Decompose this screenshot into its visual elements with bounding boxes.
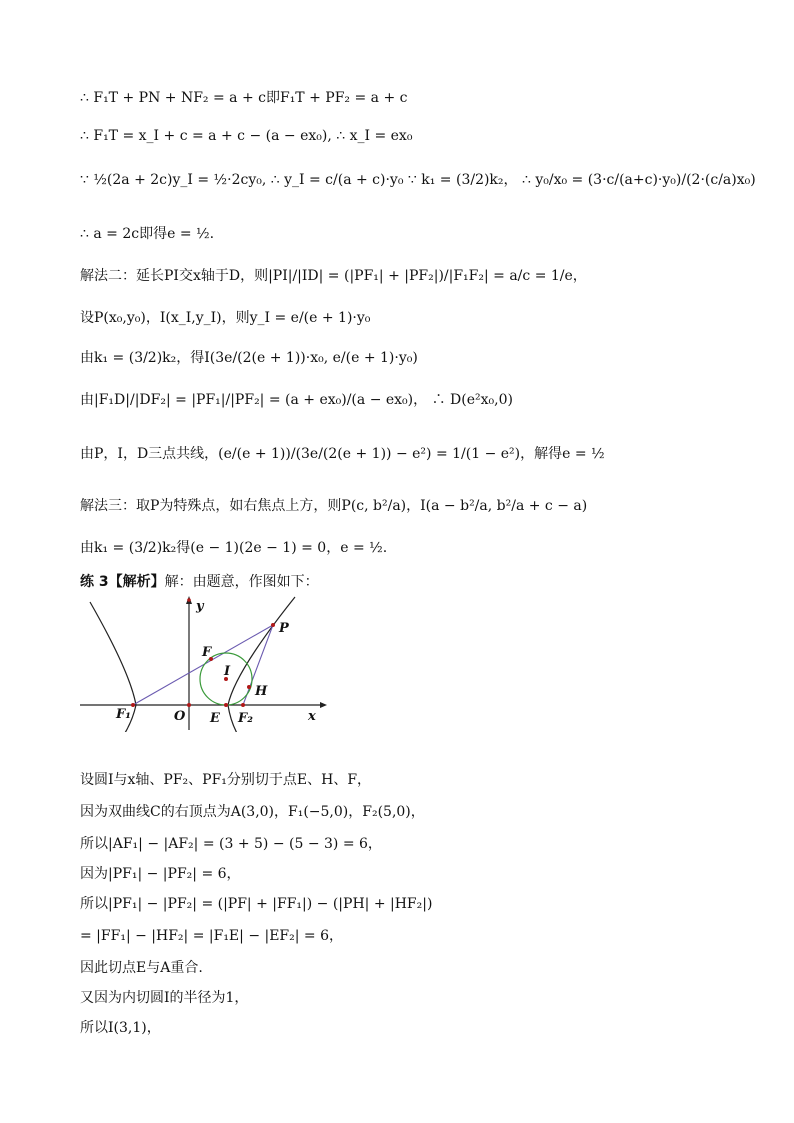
label-f: F [202,645,212,660]
line-6: 设P(x₀,y₀)，I(x_I,y_I)，则y_I = e/(e + 1)·y₀ [80,310,371,326]
line-5: 解法二：延长PI交x轴于D，则|PI|/|ID| = (|PF₁| + |PF₂|)/|F₁F₂| = a/c = 1/e， [80,268,587,284]
line-2: ∴ F₁T = x_I + c = a + c − (a − ex₀), ∴ x_I = ex₀ [80,128,413,144]
label-i: I [224,664,231,679]
solution-line-6: = |FF₁| − |HF₂| = |F₁E| − |EF₂| = 6， [80,928,344,944]
label-f1: F₁ [116,707,131,722]
point-f2 [241,703,245,707]
solution-line-2: 因为双曲线C的右顶点为A(3,0)，F₁(−5,0)，F₂(5,0)， [80,804,425,820]
label-f2: F₂ [238,711,253,726]
label-e: E [210,711,220,726]
line-9: 由P，I，D三点共线，(e/(e + 1))/(3e/(2(e + 1)) − e²) = 1/(1 − e²)，解得e = ½ [80,446,605,462]
point-y-top [187,598,191,602]
line-8: 由|F₁D|/|DF₂| = |PF₁|/|PF₂| = (a + ex₀)/(a − ex₀)， ∴ D(e²x₀,0) [80,392,513,408]
point-f1 [131,703,135,707]
label-o: O [174,709,186,724]
line-11: 由k₁ = (3/2)k₂得(e − 1)(2e − 1) = 0，e = ½. [80,540,388,556]
point-h [247,685,251,689]
label-x: x [308,709,316,724]
solution-line-5: 所以|PF₁| − |PF₂| = (|PF| + |FF₁|) − (|PH| + |HF₂|) [80,896,433,912]
point-o [187,703,191,707]
solution-line-3: 所以|AF₁| − |AF₂| = (3 + 5) − (5 − 3) = 6， [80,836,382,852]
solution-line-4: 因为|PF₁| − |PF₂| = 6， [80,866,241,882]
practice-heading [80,572,319,592]
segment-pf1 [133,625,273,705]
solution-line-9: 所以I(3,1)， [80,1020,161,1036]
practice-text: 解：由题意，作图如下： [164,574,319,590]
line-3: ∵ ½(2a + 2c)y_I = ½·2cy₀, ∴ y_I = c/(a + c)·y₀ ∵ k₁ = (3/2)k₂， ∴ y₀/x₀ = (3·c/(a+c)·y₀)/(2·(c/a)x₀) [80,172,756,188]
x-axis-arrow-icon [320,702,327,708]
label-y: y [196,599,204,614]
solution-line-1: 设圆I与x轴、PF₂、PF₁分别切于点E、H、F， [80,772,372,788]
point-p [271,623,275,627]
practice-label: 练 3【解析】 [80,574,165,590]
solution-line-8: 又因为内切圆I的半径为1， [80,990,249,1006]
label-p: P [279,621,289,636]
label-h: H [255,684,268,699]
line-1: ∴ F₁T + PN + NF₂ = a + c即F₁T + PF₂ = a + c [80,90,408,106]
line-10: 解法三：取P为特殊点，如右焦点上方，则P(c, b²/a)，I(a − b²/a, b²/a + c − a) [80,498,588,514]
line-4: ∴ a = 2c即得e = ½. [80,226,215,242]
hyperbola-figure [80,592,330,732]
point-e [224,703,228,707]
line-7: 由k₁ = (3/2)k₂，得I(3e/(2(e + 1))·x₀, e/(e + 1)·y₀) [80,350,418,366]
solution-line-7: 因此切点E与A重合. [80,960,203,976]
